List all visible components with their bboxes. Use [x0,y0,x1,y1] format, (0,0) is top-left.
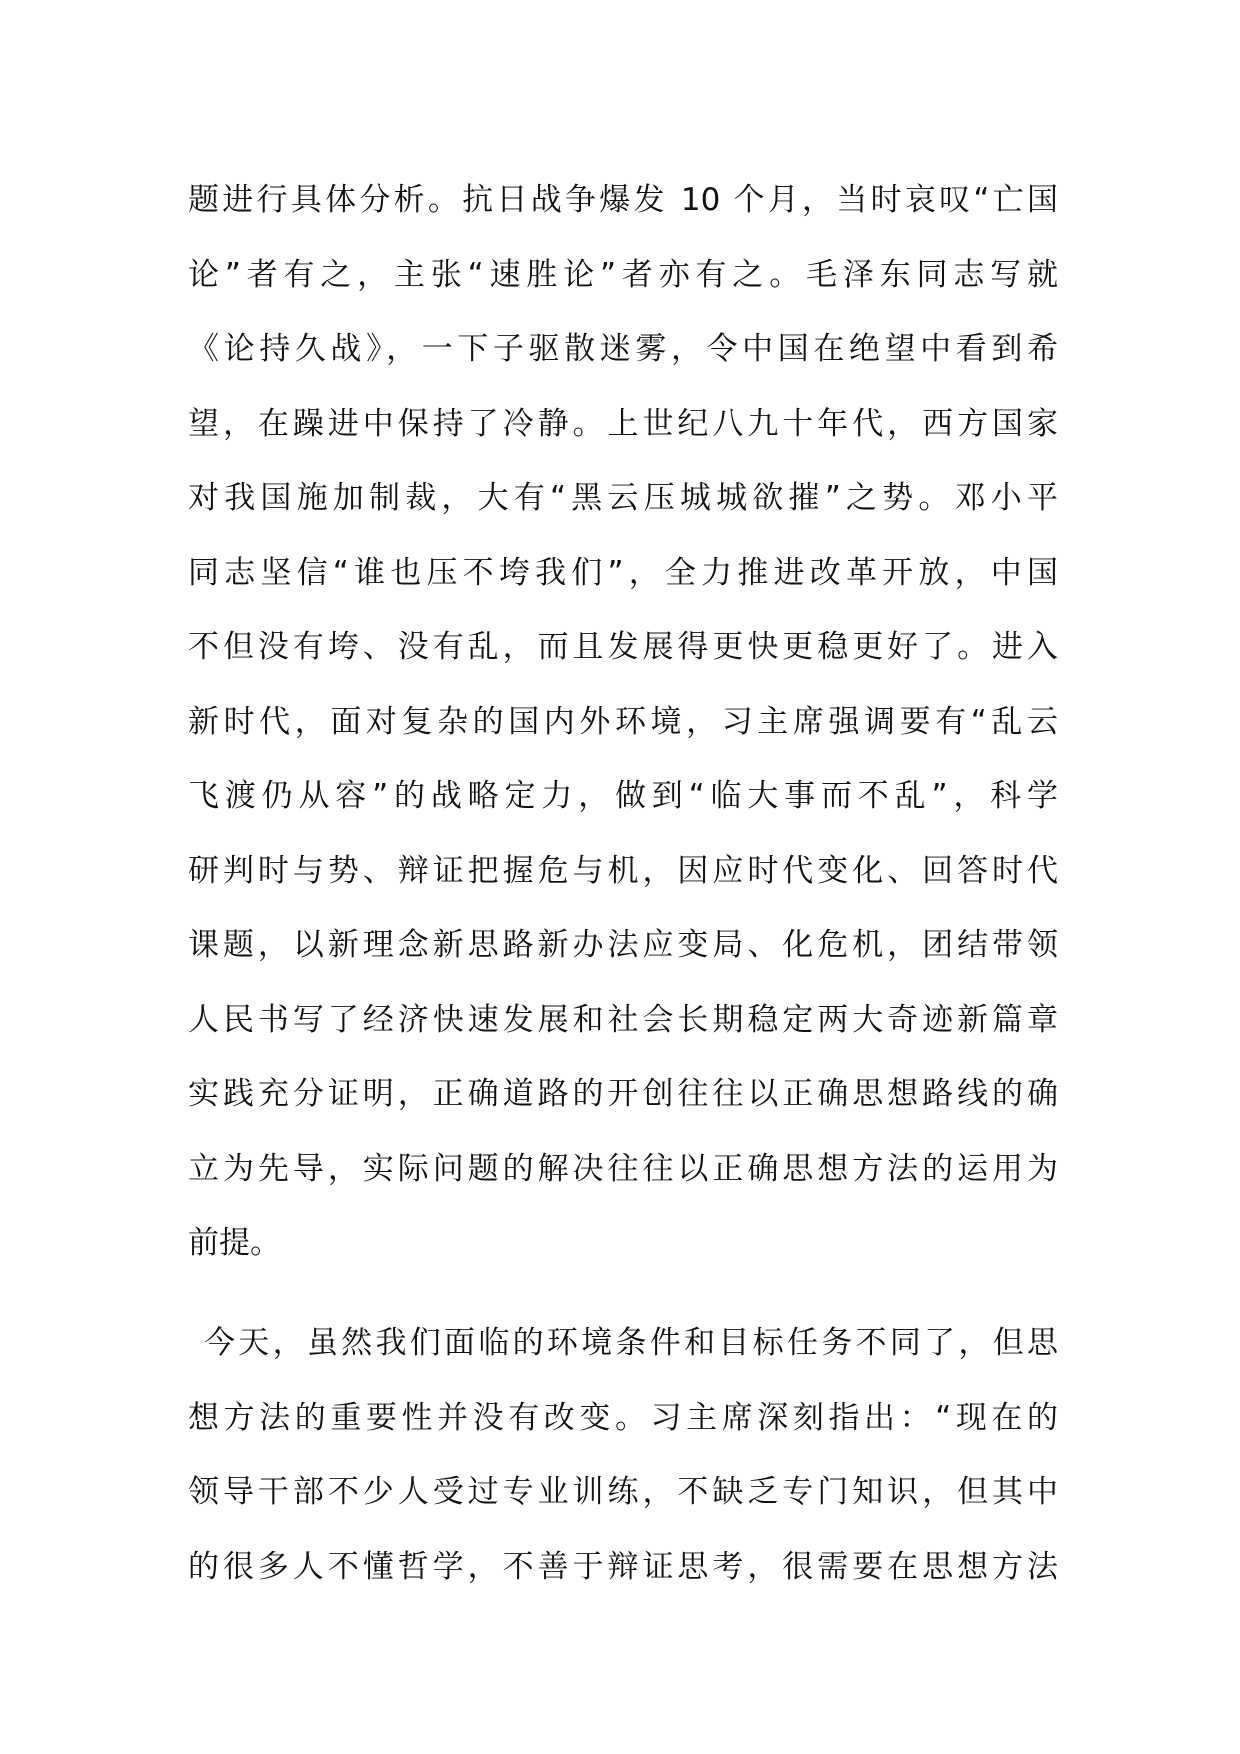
paragraph-line: 同志坚信“谁也压不垮我们”，全力推进改革开放，中国 [188,554,1058,591]
paragraph-line: 的很多人不懂哲学，不善于辩证思考，很需要在思想方法 [188,1548,1058,1585]
paragraph-line: 研判时与势、辩证把握危与机，因应时代变化、回答时代 [188,852,1058,889]
paragraph-line: 飞渡仍从容”的战略定力，做到“临大事而不乱”，科学 [188,778,1058,814]
paragraph-line: 实践充分证明，正确道路的开创往往以正确思想路线的确 [188,1076,1058,1112]
paragraph-line: 人民书写了经济快速发展和社会长期稳定两大奇迹新篇章 [188,1001,1058,1038]
paragraph-line: 领导干部不少人受过专业训练，不缺乏专门知识，但其中 [188,1474,1058,1510]
paragraph-1 [188,163,1058,1281]
paragraph-line: 望，在躁进中保持了冷静。上世纪八九十年代，西方国家 [188,405,1058,442]
paragraph-line: 对我国施加制裁，大有“黑云压城城欲摧”之势。邓小平 [188,480,1058,516]
paragraph-line: 立为先导，实际问题的解决往往以正确思想方法的运用为 [188,1150,1058,1187]
paragraph-line: 不但没有垮、没有乱，而且发展得更快更稳更好了。进入 [188,629,1058,665]
paragraph-line: 《论持久战》，一下子驱散迷雾，令中国在绝望中看到希 [188,331,1058,367]
paragraph-line: 课题，以新理念新思路新办法应变局、化危机，团结带领 [188,927,1058,963]
paragraph-line: 前提。 [188,1225,281,1261]
paragraph-line: 论”者有之，主张“速胜论”者亦有之。毛泽东同志写就 [188,256,1058,293]
paragraph-line: 题进行具体分析。抗日战争爆发 10 个月，当时哀叹“亡国 [188,182,1058,218]
paragraph-line: 新时代，面对复杂的国内外环境，习主席强调要有“乱云 [188,703,1058,740]
paragraph-line: 想方法的重要性并没有改变。习主席深刻指出：“现在的 [188,1399,1058,1436]
paragraph-line: 今天，虽然我们面临的环境条件和目标任务不同了，但思 [204,1325,1058,1361]
paragraph-2 [188,1306,1058,1604]
